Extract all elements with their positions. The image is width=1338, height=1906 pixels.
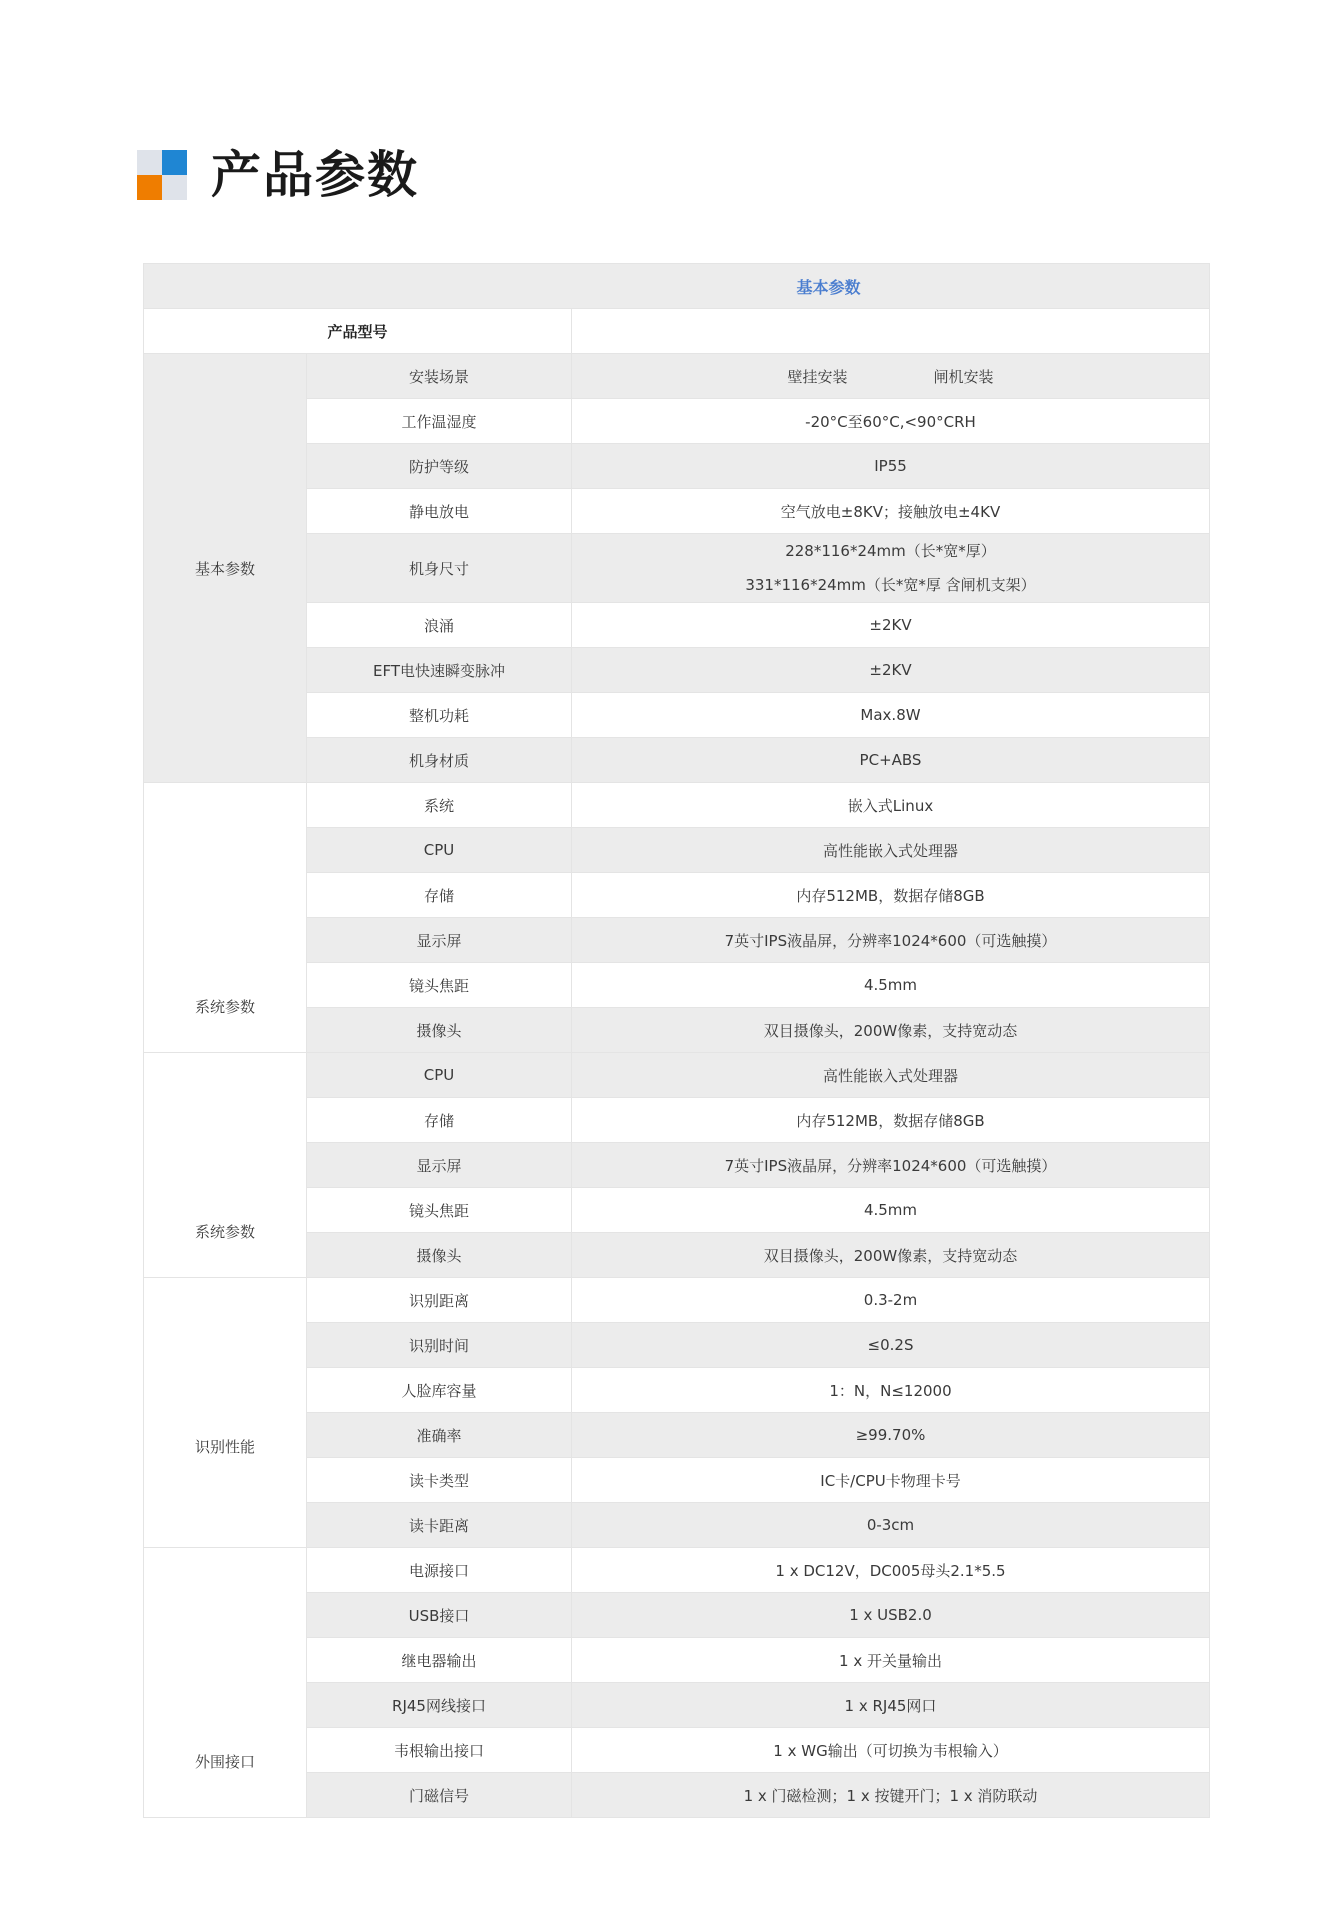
row-label: EFT电快速瞬变脉冲 xyxy=(307,648,572,693)
category-label: 系统参数 xyxy=(194,998,255,1016)
category-label: 基本参数 xyxy=(194,559,255,578)
size-line-1: 228*116*24mm（长*宽*厚） xyxy=(785,542,996,560)
row-value: IP55 xyxy=(572,444,1210,489)
row-label: 机身尺寸 xyxy=(307,534,572,603)
row-value: 1 x RJ45网口 xyxy=(572,1683,1210,1728)
row-label: 防护等级 xyxy=(307,444,572,489)
row-label: 系统 xyxy=(307,783,572,828)
row-label: 识别距离 xyxy=(307,1278,572,1323)
row-label: 存储 xyxy=(307,873,572,918)
row-value: 1 x 门磁检测；1 x 按键开门；1 x 消防联动 xyxy=(572,1773,1210,1818)
row-label: 机身材质 xyxy=(307,738,572,783)
table-row xyxy=(144,354,1210,399)
category-system-1 xyxy=(144,783,307,1053)
row-value: 1 x WG输出（可切换为韦根输入） xyxy=(572,1728,1210,1773)
row-value: 7英寸IPS液晶屏，分辨率1024*600（可选触摸） xyxy=(572,1143,1210,1188)
install-option-wall: 壁挂安装 xyxy=(787,367,848,386)
row-value: 1 x USB2.0 xyxy=(572,1593,1210,1638)
page-title: 产品参数 xyxy=(211,146,419,204)
table-header xyxy=(144,264,1210,309)
row-value xyxy=(572,534,1210,603)
row-value: 嵌入式Linux xyxy=(572,783,1210,828)
table-row xyxy=(144,309,1210,354)
row-value: ≤0.2S xyxy=(572,1323,1210,1368)
row-value: 7英寸IPS液晶屏，分辨率1024*600（可选触摸） xyxy=(572,918,1210,963)
row-value: 0-3cm xyxy=(572,1503,1210,1548)
logo-square-gray-2 xyxy=(162,175,187,200)
row-value: PC+ABS xyxy=(572,738,1210,783)
table-header-label: 基本参数 xyxy=(796,277,861,297)
row-label: 显示屏 xyxy=(307,918,572,963)
row-value: 4.5mm xyxy=(572,1188,1210,1233)
row-label: 浪涌 xyxy=(307,603,572,648)
model-value xyxy=(572,309,1210,354)
row-label: 工作温湿度 xyxy=(307,399,572,444)
row-value: IC卡/CPU卡物理卡号 xyxy=(572,1458,1210,1503)
row-label: RJ45网线接口 xyxy=(307,1683,572,1728)
row-label: 识别时间 xyxy=(307,1323,572,1368)
row-value: 内存512MB，数据存储8GB xyxy=(572,873,1210,918)
row-value: 高性能嵌入式处理器 xyxy=(572,1053,1210,1098)
row-label: CPU xyxy=(307,828,572,873)
row-label: 人脸库容量 xyxy=(307,1368,572,1413)
row-label: 存储 xyxy=(307,1098,572,1143)
spec-table xyxy=(143,263,1210,1818)
page-header xyxy=(137,146,419,204)
table-row xyxy=(144,783,1210,828)
table-row xyxy=(144,1548,1210,1593)
row-value: Max.8W xyxy=(572,693,1210,738)
category-basic xyxy=(144,354,307,783)
row-label: 读卡距离 xyxy=(307,1503,572,1548)
row-value: ≥99.70% xyxy=(572,1413,1210,1458)
row-value xyxy=(572,354,1210,399)
row-value: 高性能嵌入式处理器 xyxy=(572,828,1210,873)
table-row xyxy=(144,1053,1210,1098)
row-value: 4.5mm xyxy=(572,963,1210,1008)
category-label: 外围接口 xyxy=(194,1753,255,1771)
category-label: 识别性能 xyxy=(194,1438,255,1456)
category-system-2 xyxy=(144,1053,307,1278)
logo-square-blue xyxy=(162,150,187,175)
logo-square-orange xyxy=(137,175,162,200)
row-value: 空气放电±8KV；接触放电±4KV xyxy=(572,489,1210,534)
row-label: 电源接口 xyxy=(307,1548,572,1593)
table-row xyxy=(144,1278,1210,1323)
row-label: 镜头焦距 xyxy=(307,1188,572,1233)
row-value: 1 x 开关量输出 xyxy=(572,1638,1210,1683)
row-value: 双目摄像头，200W像素，支持宽动态 xyxy=(572,1233,1210,1278)
row-label: USB接口 xyxy=(307,1593,572,1638)
row-label: 整机功耗 xyxy=(307,693,572,738)
category-interfaces xyxy=(144,1548,307,1818)
row-label: 镜头焦距 xyxy=(307,963,572,1008)
row-value: 0.3-2m xyxy=(572,1278,1210,1323)
install-option-gate: 闸机安装 xyxy=(933,367,994,386)
row-label: 摄像头 xyxy=(307,1008,572,1053)
row-label: 读卡类型 xyxy=(307,1458,572,1503)
row-value: 内存512MB，数据存储8GB xyxy=(572,1098,1210,1143)
category-label: 系统参数 xyxy=(194,1223,255,1241)
row-value: ±2KV xyxy=(572,603,1210,648)
row-label: 准确率 xyxy=(307,1413,572,1458)
row-value: 1：N，N≤12000 xyxy=(572,1368,1210,1413)
model-label: 产品型号 xyxy=(144,309,572,354)
table-header-row xyxy=(144,264,1210,309)
row-label: 安装场景 xyxy=(307,354,572,399)
row-label: 静电放电 xyxy=(307,489,572,534)
row-label: 显示屏 xyxy=(307,1143,572,1188)
row-value: -20°C至60°C,<90°CRH xyxy=(572,399,1210,444)
row-label: 门磁信号 xyxy=(307,1773,572,1818)
row-value: 1 x DC12V，DC005母头2.1*5.5 xyxy=(572,1548,1210,1593)
row-label: CPU xyxy=(307,1053,572,1098)
row-label: 韦根输出接口 xyxy=(307,1728,572,1773)
logo-square-gray xyxy=(137,150,162,175)
row-value: 双目摄像头，200W像素，支持宽动态 xyxy=(572,1008,1210,1053)
row-label: 摄像头 xyxy=(307,1233,572,1278)
row-label: 继电器输出 xyxy=(307,1638,572,1683)
size-line-2: 331*116*24mm（长*宽*厚 含闸机支架） xyxy=(745,576,1036,594)
category-recognition xyxy=(144,1278,307,1548)
row-value: ±2KV xyxy=(572,648,1210,693)
brand-logo-icon xyxy=(137,150,187,200)
